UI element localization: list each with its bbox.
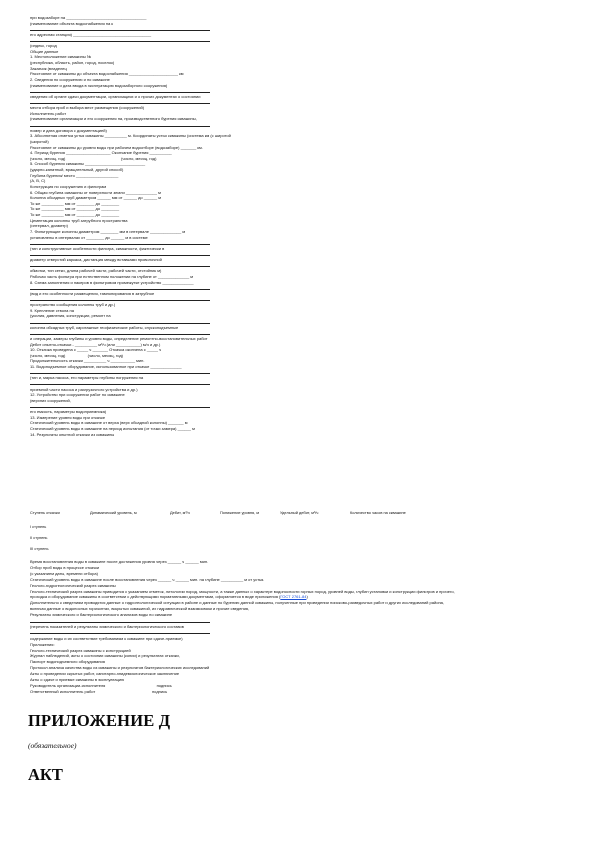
act-heading: АКТ (28, 765, 63, 784)
form-line: (тип и, марка насоса, его параметры глубины погружения на (30, 375, 144, 381)
form-line: места отбора проб и выбора мест размещения (сооружений) (30, 105, 145, 111)
table-row-label: III ступень (30, 546, 49, 551)
form-line: 14. Результаты опытной откачки из скважины (30, 431, 115, 437)
form-line: Конструкция по сооружению и фильтрам (30, 183, 107, 189)
fill-in-underline (30, 92, 210, 93)
form-line: 4. Период бурения ____________________ Окончание бурения __________ (30, 150, 172, 156)
table-row-label: I ступень (30, 524, 47, 529)
form-line: Продолжительность откачки __________ ч ___________ мин. (30, 358, 145, 364)
form-line: приемной части насоса и разгрузочного устройства и др.) (30, 386, 138, 392)
form-line: (А, В, С) (30, 178, 46, 184)
form-line: содержание воды и их соответствие требованиям к скважине при сдаче-приемке) (30, 635, 183, 641)
form-line: колонна обсадных труб, каротажные геофизические работы, спускоподъемные (30, 324, 179, 330)
fill-in-underline (30, 255, 210, 256)
form-line: Статический уровень воды в скважине после восстановления через ______ ч ______ мин. на глубине __________ м от устья. (30, 576, 265, 582)
gost-link[interactable]: ГОСТ 2761-84 (280, 594, 307, 600)
form-line: (перечень показателей и результаты химического и бактериологического составов (30, 623, 184, 629)
fill-in-underline (30, 334, 210, 335)
form-line: (число, месяц, год) (число, месяц, год) (30, 155, 157, 161)
form-line: Протокол анализа качества воды из скважины и результатов бактериологических исследований (30, 665, 210, 671)
form-line: То же __________ мм от ________ до ________ (30, 212, 120, 217)
form-line: проходка и оборудование скважины в соответствии с действующими нормативными документами, оформляется в виде приложения (ГОСТ 2761-84) (30, 594, 308, 600)
form-line: Статический уровень воды в скважине от верха (верх обсадной колонны) _______ м (30, 420, 188, 426)
form-line: (верхних сооружений, (30, 397, 71, 403)
form-line: (широтой) (30, 138, 49, 144)
form-line: номер и дата договора с документацией) (30, 127, 107, 133)
fill-in-underline (30, 30, 210, 31)
form-line: установлены в интервалах от ________ до ______ м в системе (30, 234, 148, 240)
form-line: Акты о сдаче и приемке скважины в эксплуатацию (30, 677, 125, 682)
form-line: Расстояние от скважины до уровня воды при рабочем водоотборе (водозаборе) _______ км. (30, 144, 203, 150)
form-line: Геолого-технический разрез скважины приводится с указанием отметок, литологии пород, мощности, а также данных о характере водоносности горных пород, уровней воды, глубин установки и конструкции фильтров и прочего, (30, 588, 455, 594)
table-header-cell: Динамический уровень, м (90, 510, 137, 515)
form-line: пространство сообщения колонны труб и др.) (30, 302, 116, 308)
form-line: Журнал наблюдений, акты о состоянии скважины (копии) и результатах откачки, (30, 653, 180, 659)
form-line: 5. Способ бурения скважины ___________________________ (30, 161, 146, 167)
form-line: и операции, замеры глубины и уровня воды, определение ремонтно-восстановительных работ (30, 335, 208, 341)
form-line: Дополнительно к сведениям приводятся данные о гидрогеологической ситуации в районе и данные по бурению данной скважины, полученные при проведении поисково-разведочных работ и других исследований района, (30, 600, 445, 606)
fill-in-underline (30, 41, 210, 42)
mandatory-note: (обязательное) (28, 741, 77, 750)
form-line: (число, месяц, год) (число, месяц, год) (30, 352, 124, 358)
form-line: (тип и конструктивные особенности фильтра, скважности, фактически в (30, 245, 165, 251)
form-line: (индекс, город (30, 43, 57, 49)
form-line: 1. Местоположение скважины № (30, 54, 92, 60)
fill-in-underline (30, 384, 210, 385)
fill-in-underline (30, 407, 210, 408)
form-line: Акты о проведении скрытых работ, санитарно-эпидемиологическое заключение (30, 671, 180, 677)
table-header-cell: Понижение уровня, м (220, 510, 260, 515)
form-line: 8. Схема заполнения и пакеров в фильтровом промежутке устройство ______________ (30, 279, 194, 285)
form-line: (интервал, диаметр) (30, 223, 68, 229)
fill-in-underline (30, 300, 210, 301)
form-line: Геолого-гидрогеологический разрез скважины (30, 582, 116, 588)
form-line: сведения об органе сдачи документации, организациях и о прочих документах о состоянии (30, 93, 201, 99)
form-line: 9. Крепление ствола на (30, 307, 74, 313)
form-line: 7. Фильтрующие колонны диаметром ________ мм в интервале ______________ м (30, 228, 186, 234)
fill-in-underline (30, 373, 210, 374)
form-line: (ударно-канатный, вращательный, другой способ) (30, 167, 124, 172)
form-line: обмотки, тип сетки, длина рабочей части, рабочей части, отстойник м) (30, 268, 162, 274)
form-line: Рабочая часть фильтра при естественном положении на глубине от ______________ м (30, 274, 194, 279)
form-line: (наименование и дата ввода в эксплуатацию водозаборного сооружения) (30, 82, 168, 88)
form-line: Приложения: (30, 641, 55, 647)
form-line: Общие данные (30, 48, 59, 54)
fill-in-underline (30, 633, 210, 634)
form-line: Руководитель организации-исполнителя подпись (30, 682, 172, 688)
form-line: Расстояние от скважины до объекта водоснабжения ______________________ км (30, 71, 184, 77)
form-line: Глубина бурения/ место ___________________ (30, 172, 119, 178)
form-line: (вид и его особенности размещения, тампонирования в затрубное (30, 290, 155, 296)
fill-in-underline (30, 126, 210, 127)
form-line: Отбор проб воды в процессе откачки (30, 564, 100, 570)
form-line: 13. Измерение уровня воды при откачке (30, 414, 106, 420)
fill-in-underline (30, 622, 210, 623)
table-header-cell: Дебит, м³/ч (170, 510, 190, 515)
appendix-heading: ПРИЛОЖЕНИЕ Д (28, 711, 171, 730)
form-line: его емкость, параметры водоприемника) (30, 409, 107, 415)
table-header-cell: Удельный дебит, м³/ч (280, 510, 319, 515)
form-line-text: проходка и оборудование скважины в соответствии с действующими нормативными документами, оформляется в виде приложения ( (30, 594, 281, 600)
form-line: диаметр отверстий каркаса, дистанция между вставками проволочной (30, 257, 162, 263)
form-line: Результаты химического и бактериологического анализов воды по скважине (30, 612, 173, 618)
form-line: его адресная станция) ___________________________________ (30, 31, 152, 37)
form-line: (республика, область, район, город, поселок) (30, 60, 115, 65)
form-line: (наименование объекта водоснабжения на к (30, 20, 114, 26)
form-line: 11. Водоподъемное оборудование, использованное при откачке ______________ (30, 364, 182, 370)
form-line: 2. Сведения по сооружению и по скважине (30, 76, 110, 82)
form-line: Заказчик (владелец (30, 65, 67, 71)
form-line: Время восстановления воды в скважине после достижения уровня через ______ ч ______ мин. (30, 559, 209, 564)
form-line: 6. Общая глубина скважины от поверхности земли ______________ м (30, 189, 161, 195)
fill-in-underline (30, 266, 210, 267)
table-header-cell: Количество часов на скважине (350, 510, 406, 515)
form-line: Статический уровень воды в скважине на период испытания (от точки замера) ______ м (30, 426, 195, 431)
form-line: 12. Устройство при сооружении работ по скважине (30, 392, 125, 398)
form-line: Исполнитель работ (30, 110, 67, 116)
form-line: Паспорт водоподъемного оборудования (30, 659, 105, 665)
form-line: Колонна обсадных труб диаметром ______ мм от ______ до ______ м (30, 195, 162, 201)
form-line: То же __________ мм от ________ до ________ (30, 200, 120, 206)
form-line: (наименование организации и его сооружения на, производственного бурения скважины, (30, 116, 197, 122)
form-line: (усилия, давления, конструкции, ремонт на (30, 313, 111, 319)
fill-in-underline (30, 244, 210, 245)
form-line: включая данные о водоносных горизонтах, вскрытых скважиной, их гидравлической взаимосвязи и прочие сведения, (30, 606, 250, 612)
form-line: 3. Абсолютная отметка устья скважины __________ м. Координаты устья скважины (система км (с широтой (30, 133, 231, 139)
form-line: при водозаборе на ____________________________________ (30, 15, 147, 20)
form-line: 10. Откачка проведена с _____ ч _______ Откачка окончена с _____ ч (30, 347, 162, 353)
form-line: То же __________ мм от ________ до ________ (30, 206, 120, 212)
form-line: Дебит опытно-откачки - __________ м³/ч (или ___________) м/ч и др.) (30, 341, 161, 347)
form-line: Геолого-технический разрез скважины с конструкцией (30, 647, 131, 653)
fill-in-underline (30, 323, 210, 324)
fill-in-underline (30, 103, 210, 104)
fill-in-underline (30, 289, 210, 290)
table-row-label: II ступень (30, 535, 48, 540)
table-header-cell: Ступень откачки (30, 510, 60, 515)
form-line: Ответственный исполнитель работ подпись (30, 688, 168, 694)
form-line: (с указанием даты, времени отбора) (30, 570, 98, 576)
form-line: Цементация колонны труб затрубного пространства (30, 217, 128, 223)
